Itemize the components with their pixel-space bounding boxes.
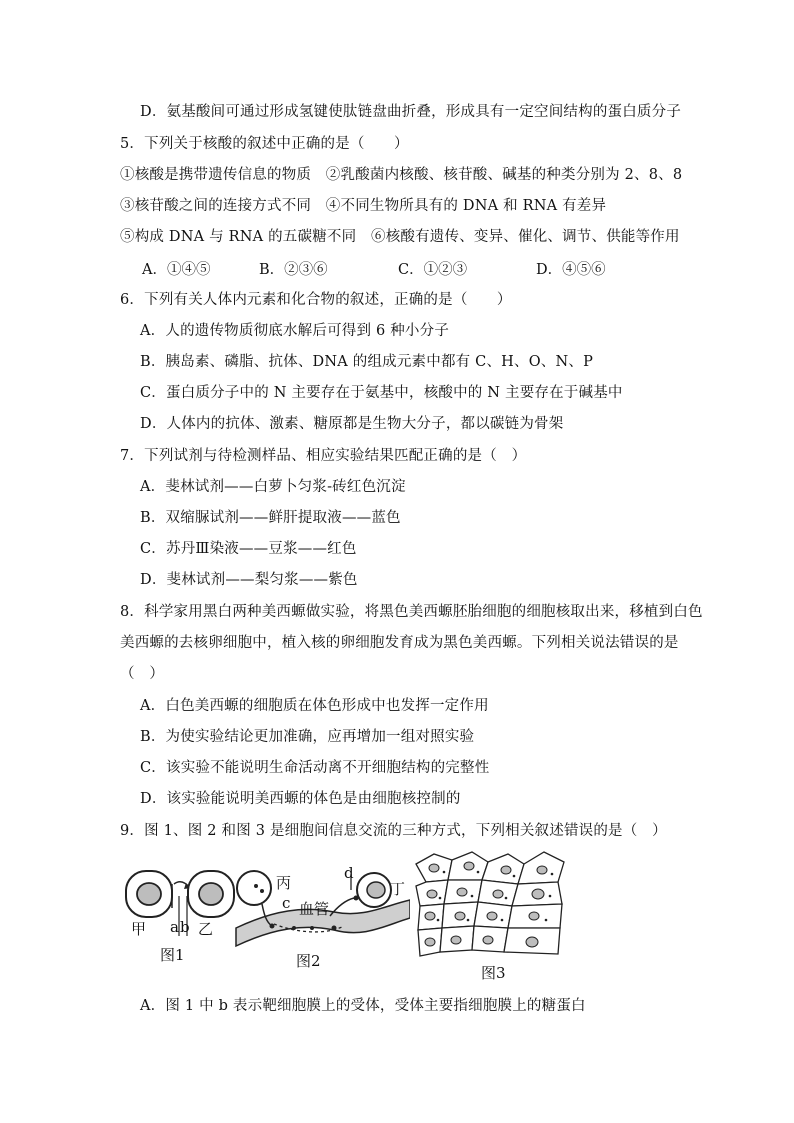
cell-yi-nucleus xyxy=(199,883,223,905)
q7-option-b: B．双缩脲试剂——鲜肝提取液——蓝色 xyxy=(140,510,401,526)
question-8-line-2: 美西螈的去核卵细胞中，植入核的卵细胞发育成为黑色美西螈。下列相关说法错误的是 xyxy=(120,635,679,651)
figure-3-caption: 图3 xyxy=(481,964,506,982)
label-b: b xyxy=(180,918,190,936)
figure-1-caption: 图1 xyxy=(160,946,185,964)
q7-option-a: A．斐林试剂——白萝卜匀浆-砖红色沉淀 xyxy=(140,479,406,495)
cell-bing xyxy=(237,871,271,905)
q7-option-d: D．斐林试剂——梨匀浆——紫色 xyxy=(140,572,358,588)
question-9: 9．图 1、图 2 和图 3 是细胞间信息交流的三种方式，下列相关叙述错误的是（ ） xyxy=(120,823,667,839)
q5-statement-5-6: ⑤构成 DNA 与 RNA 的五碳糖不同 ⑥核酸有遗传、变异、催化、调节、供能等作用 xyxy=(120,229,680,245)
cell-jia-nucleus xyxy=(137,883,161,905)
q8-option-d: D．该实验能说明美西螈的体色是由细胞核控制的 xyxy=(140,791,461,807)
label-yi: 乙 xyxy=(198,920,214,938)
q9-option-a: A．图 1 中 b 表示靶细胞膜上的受体，受体主要指细胞膜上的糖蛋白 xyxy=(140,998,586,1014)
question-8-line-3: （ ） xyxy=(120,666,165,682)
question-8-line-1: 8．科学家用黑白两种美西螈做实验，将黑色美西螈胚胎细胞的细胞核取出来，移植到白色 xyxy=(120,604,703,620)
figure-2-caption: 图2 xyxy=(296,952,321,970)
q5-option-c: C．①②③ xyxy=(398,262,468,278)
q5-statement-1-2: ①核酸是携带遗传信息的物质 ②乳酸菌内核酸、核苷酸、碱基的种类分别为 2、8、8 xyxy=(120,167,683,183)
label-bing: 丙 xyxy=(276,874,292,892)
q5-option-b: B．②③⑥ xyxy=(259,262,328,278)
label-a: a xyxy=(170,918,179,936)
cell-ding-nucleus xyxy=(367,882,385,898)
q8-option-a: A．白色美西螈的细胞质在体色形成中也发挥一定作用 xyxy=(140,698,489,714)
label-xueguan: 血管 xyxy=(299,900,330,918)
question-5: 5．下列关于核酸的叙述中正确的是（ ） xyxy=(120,136,409,152)
question-6: 6．下列有关人体内元素和化合物的叙述，正确的是（ ） xyxy=(120,292,512,308)
q7-option-c: C．苏丹Ⅲ染液——豆浆——红色 xyxy=(140,541,357,557)
label-d: d xyxy=(344,864,354,882)
q5-statement-3-4: ③核苷酸之间的连接方式不同 ④不同生物所具有的 DNA 和 RNA 有差异 xyxy=(120,198,607,214)
q5-choices xyxy=(142,258,662,278)
label-c: c xyxy=(282,894,291,912)
q6-option-d: D．人体内的抗体、激素、糖原都是生物大分子，都以碳链为骨架 xyxy=(140,416,564,432)
label-ding: 丁 xyxy=(390,880,406,898)
q8-option-b: B．为使实验结论更加准确，应再增加一组对照实验 xyxy=(140,729,475,745)
label-jia: 甲 xyxy=(131,920,147,938)
q4-option-d: D．氨基酸间可通过形成氢键使肽链盘曲折叠，形成具有一定空间结构的蛋白质分子 xyxy=(140,104,682,120)
q8-option-c: C．该实验不能说明生命活动离不开细胞结构的完整性 xyxy=(140,760,490,776)
q5-option-a: A．①④⑤ xyxy=(142,262,211,278)
q6-option-b: B．胰岛素、磷脂、抗体、DNA 的组成元素中都有 C、H、O、N、P xyxy=(140,354,594,370)
q6-option-a: A．人的遗传物质彻底水解后可得到 6 种小分子 xyxy=(140,323,450,339)
q5-option-d: D．④⑤⑥ xyxy=(536,262,606,278)
question-7: 7．下列试剂与待检测样品、相应实验结果匹配正确的是（ ） xyxy=(120,448,527,464)
q6-option-c: C．蛋白质分子中的 N 主要存在于氨基中，核酸中的 N 主要存在于碱基中 xyxy=(140,385,623,401)
figure-3-diagram xyxy=(414,850,566,964)
